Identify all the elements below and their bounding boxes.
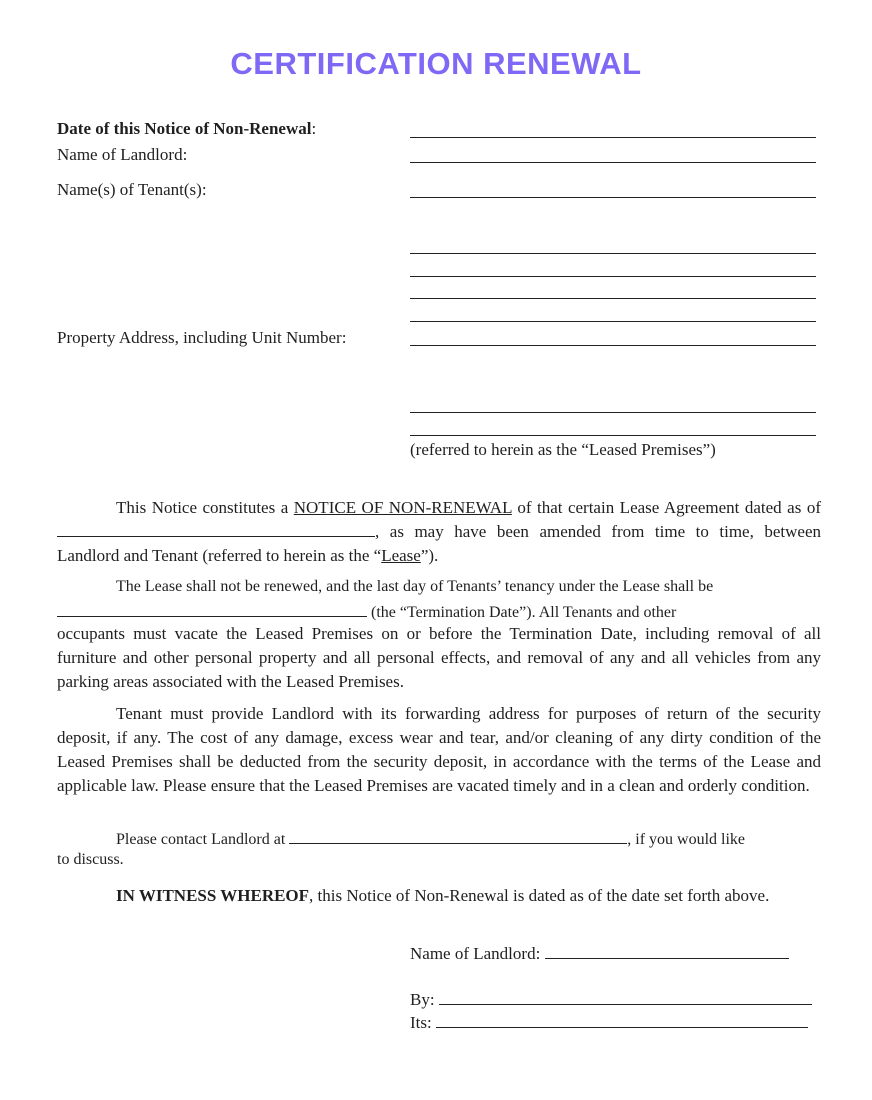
signature-by-blank[interactable] (439, 989, 812, 1005)
tenants-field-label: Name(s) of Tenant(s): (57, 180, 207, 199)
paragraph-witness (57, 884, 813, 908)
tenants-field-line[interactable] (410, 276, 816, 277)
tenants-field-line[interactable] (410, 253, 816, 254)
property-field-label: Property Address, including Unit Number: (57, 328, 347, 347)
p1-text-a: This Notice constitutes a (116, 498, 294, 517)
lease-date-blank[interactable] (57, 521, 375, 537)
p4-text-a: Please contact Landlord at (116, 831, 290, 848)
p4-line-2: to discuss. (57, 851, 124, 868)
termination-date-blank[interactable] (57, 601, 367, 617)
document-title: CERTIFICATION RENEWAL (230, 46, 642, 81)
date-field-line[interactable] (410, 137, 816, 138)
property-field-line[interactable] (410, 345, 816, 346)
leased-premises-note: (referred to herein as the “Leased Premises”) (410, 440, 716, 459)
notice-of-non-renewal-text: NOTICE OF NON-RENEWAL (293, 498, 512, 517)
witness-bold-text: IN WITNESS WHEREOF (116, 886, 310, 905)
signature-by-label: By: (410, 990, 439, 1009)
p2-line-1: The Lease shall not be renewed, and the last day of Tenants’ tenancy under the Lease shall be (116, 578, 714, 595)
lease-term-text: Lease (381, 546, 421, 565)
signature-its-label: Its: (410, 1013, 436, 1032)
signature-landlord-row (410, 943, 789, 964)
date-field-label (57, 119, 316, 139)
p4-text-b: , if you would like (627, 831, 746, 848)
tenants-field-line[interactable] (410, 197, 816, 198)
p2-continuation: occupants must vacate the Leased Premises on or before the Termination Date, including removal of all furniture and other personal property and all personal effects, and removal of any and all vehicles from any parking areas associated with the Leased Premises. (57, 624, 821, 691)
signature-its-row (410, 1012, 808, 1033)
p1-text-b: of that certain Lease Agreement dated as of (511, 498, 821, 517)
p2-text-b: (the “Termination Date”). All Tenants and other (367, 604, 677, 621)
property-field-line[interactable] (410, 412, 816, 413)
signature-by-row (410, 989, 812, 1010)
paragraph-security-deposit: Tenant must provide Landlord with its forwarding address for purposes of return of the security deposit, if any. The cost of any damage, excess wear and tear, and/or cleaning of any dirty condition of the Leased Premises shall be deducted from the security deposit, in accordance with the terms of the Lease and applicable law. Please ensure that the Leased Premises are vacated timely and in a clean and orderly condition. (57, 704, 821, 795)
tenants-field-line[interactable] (410, 321, 816, 322)
date-label-text: Date of this Notice of Non-Renewal (57, 119, 312, 138)
p4-line-1 (116, 828, 745, 849)
paragraph-notice (57, 496, 821, 568)
p1-text-d: ”). (420, 546, 439, 565)
signature-landlord-label: Name of Landlord: (410, 944, 545, 963)
p2-line-2 (57, 601, 676, 622)
landlord-field-label: Name of Landlord: (57, 145, 188, 164)
landlord-field-line[interactable] (410, 162, 816, 163)
p1-text-c: , as may have been amended from time to time, between Landlord and Tenant (referred to herein as the “ (57, 522, 821, 565)
signature-its-blank[interactable] (436, 1012, 808, 1028)
signature-landlord-blank[interactable] (545, 943, 789, 959)
witness-rest-text: , this Notice of Non-Renewal is dated as of the date set forth above. (309, 886, 770, 905)
tenants-field-line[interactable] (410, 298, 816, 299)
property-field-line[interactable] (410, 435, 816, 436)
date-label-colon: : (311, 119, 317, 138)
landlord-contact-blank[interactable] (289, 828, 627, 844)
